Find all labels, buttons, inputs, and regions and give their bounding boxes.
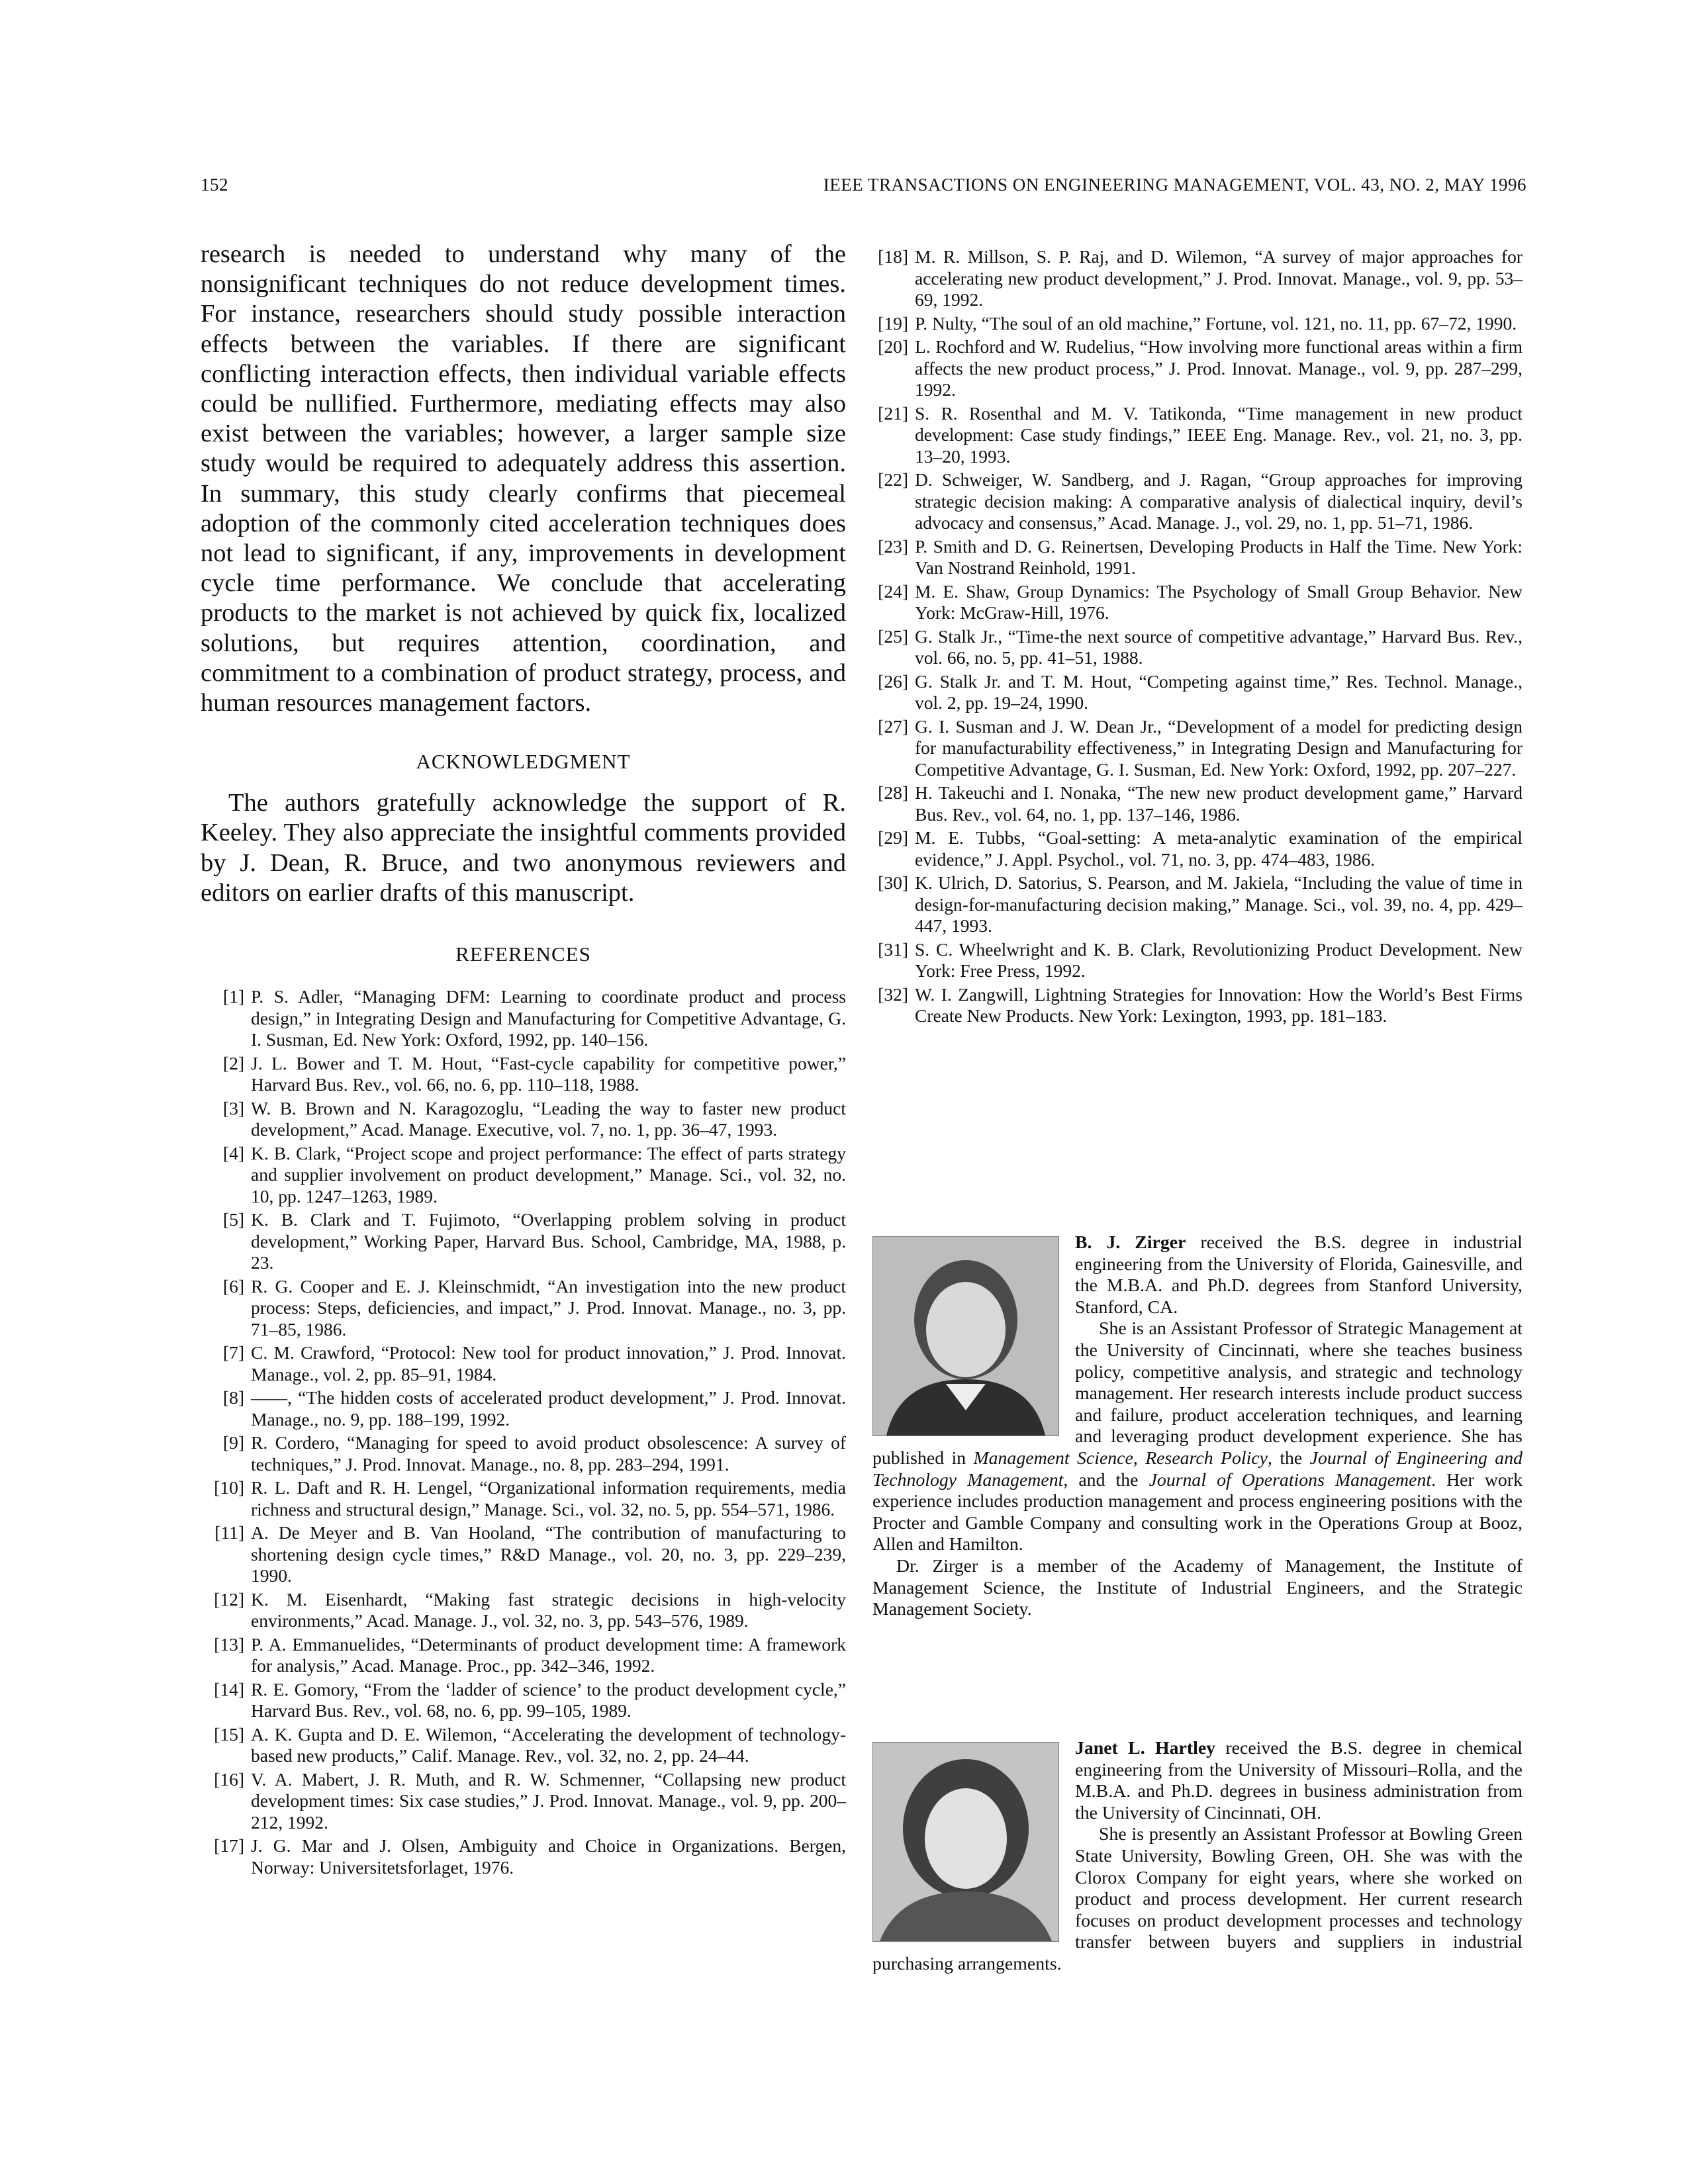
reference-item	[872, 782, 1523, 825]
reference-number: [32]	[878, 983, 908, 1005]
reference-number: [29]	[878, 827, 908, 848]
reference-number: [24]	[878, 580, 908, 602]
reference-text: R. G. Cooper and E. J. Kleinschmidt, “An investigation into the new product process: Steps, deficiencies, and impact,” J. Prod. Innovat. Manage., no. 3, pp. 71–85, 1986.	[251, 1275, 846, 1340]
reference-text: G. Stalk Jr., “Time-the next source of competitive advantage,” Harvard Bus. Rev., vol. 66, no. 5, pp. 41–51, 1988.	[915, 625, 1523, 668]
bio-zirger-p2b: . Her work experience includes production management and process engineering positions with the Procter and Gamble Company and consulting work in the Operations Group at Booz, Allen and Hamilton.	[872, 1469, 1523, 1555]
reference-text: S. R. Rosenthal and M. V. Tatikonda, “Time management in new product development: Case study findings,” IEEE Eng. Manage. Rev., vol. 21, no. 3, pp. 13–20, 1993.	[915, 402, 1523, 467]
journal-rp: Research Policy	[1145, 1447, 1268, 1469]
reference-text: W. B. Brown and N. Karagozoglu, “Leading the way to faster new product development,” Acad. Manage. Executive, vol. 7, no. 1, pp. 36–47, 1993.	[251, 1097, 846, 1140]
reference-text: A. K. Gupta and D. E. Wilemon, “Accelerating the development of technology-based new products,” Calif. Manage. Rev., vol. 32, no. 2, pp. 24–44.	[251, 1723, 846, 1766]
reference-text: A. De Meyer and B. Van Hooland, “The contribution of manufacturing to shortening design cycle times,” R&D Manage., vol. 20, no. 3, pp. 229–239, 1990.	[251, 1522, 846, 1586]
reference-item	[872, 626, 1523, 669]
reference-number: [10]	[214, 1477, 244, 1498]
reference-item	[201, 1679, 846, 1722]
reference-item	[201, 1724, 846, 1767]
reference-item	[872, 984, 1523, 1027]
reference-number: [2]	[222, 1052, 244, 1073]
reference-text: P. Nulty, “The soul of an old machine,” Fortune, vol. 121, no. 11, pp. 67–72, 1990.	[915, 312, 1517, 334]
reference-number: [16]	[214, 1768, 244, 1790]
reference-item	[201, 1387, 846, 1430]
reference-number: [6]	[222, 1275, 244, 1297]
sep1: ,	[1133, 1447, 1146, 1469]
reference-item	[201, 1098, 846, 1141]
page-number: 152	[201, 175, 228, 195]
reference-number: [23]	[878, 535, 908, 557]
reference-text: K. B. Clark and T. Fujimoto, “Overlapping problem solving in product development,” Working Paper, Harvard Bus. School, Cambridge, MA, 1988, p. 23.	[251, 1209, 846, 1273]
reference-text: K. M. Eisenhardt, “Making fast strategic decisions in high-velocity environments,” Acad. Manage. J., vol. 32, no. 3, pp. 543–576, 1989.	[251, 1588, 846, 1631]
reference-text: W. I. Zangwill, Lightning Strategies for Innovation: How the World’s Best Firms Create New Products. New York: Lexington, 1993, pp. 181–183.	[915, 983, 1523, 1026]
reference-item	[872, 536, 1523, 579]
reference-item	[872, 313, 1523, 335]
reference-number: [25]	[878, 625, 908, 647]
reference-item	[872, 939, 1523, 982]
reference-number: [9]	[222, 1432, 244, 1453]
reference-item	[201, 1143, 846, 1208]
left-column	[201, 240, 846, 1880]
portrait-icon	[873, 1743, 1058, 1941]
reference-text: K. B. Clark, “Project scope and project performance: The effect of parts strategy and supplier involvement on product development,” Manage. Sci., vol. 32, no. 10, pp. 1247–1263, 1989.	[251, 1142, 846, 1206]
author-bio-zirger	[872, 1232, 1523, 1621]
reference-item	[872, 336, 1523, 401]
reference-number: [28]	[878, 782, 908, 803]
reference-item	[201, 1276, 846, 1341]
bio-zirger-p3: Dr. Zirger is a member of the Academy of Management, the Institute of Management Science, the Institute of Industrial Engineers, and the Strategic Management Society.	[872, 1555, 1523, 1620]
reference-text: L. Rochford and W. Rudelius, “How involving more functional areas within a firm affects the new product process,” J. Prod. Innovat. Manage., vol. 9, pp. 287–299, 1992.	[915, 336, 1523, 400]
acknowledgment-text: The authors gratefully acknowledge the support of R. Keeley. They also appreciate the insightful comments provided by J. Dean, R. Bruce, and two anonymous reviewers and editors on earlier drafts of this manuscript.	[201, 789, 846, 907]
reference-text: V. A. Mabert, J. R. Muth, and R. W. Schmenner, “Collapsing new product development times: Six case studies,” J. Prod. Innovat. Manage., vol. 9, pp. 200–212, 1992.	[251, 1768, 846, 1833]
sep3: , and the	[1063, 1469, 1149, 1490]
reference-item	[872, 671, 1523, 714]
author-photo-zirger	[872, 1236, 1059, 1436]
reference-text: S. C. Wheelwright and K. B. Clark, Revolutionizing Product Development. New York: Free Press, 1992.	[915, 938, 1523, 981]
reference-number: [17]	[214, 1835, 244, 1856]
reference-number: [19]	[878, 312, 908, 334]
reference-item	[201, 1634, 846, 1677]
reference-text: G. I. Susman and J. W. Dean Jr., “Development of a model for predicting design for manufacturability effectiveness,” in Integrating Design and Manufacturing for Competitive Advantage, G. I. Susman, Ed. New York: Oxford, 1992, pp. 207–227.	[915, 715, 1523, 780]
reference-text: J. L. Bower and T. M. Hout, “Fast-cycle capability for competitive power,” Harvard Bus. Rev., vol. 66, no. 6, pp. 110–118, 1988.	[251, 1052, 846, 1095]
right-column	[872, 246, 1523, 1029]
reference-item	[872, 581, 1523, 624]
reference-item	[872, 246, 1523, 311]
reference-text: R. Cordero, “Managing for speed to avoid product obsolescence: A survey of techniques,” J. Prod. Innovat. Manage., no. 8, pp. 283–294, 1991.	[251, 1432, 846, 1475]
reference-number: [21]	[878, 402, 908, 424]
reference-text: K. Ulrich, D. Satorius, S. Pearson, and M. Jakiela, “Including the value of time in design-for-manufacturing decision making,” Manage. Sci., vol. 39, no. 4, pp. 429–447, 1993.	[915, 872, 1523, 936]
reference-text: M. E. Tubbs, “Goal-setting: A meta-analytic examination of the empirical evidence,” J. Appl. Psychol., vol. 71, no. 3, pp. 474–483, 1986.	[915, 827, 1523, 870]
reference-item	[201, 1522, 846, 1587]
reference-number: [4]	[222, 1142, 244, 1163]
reference-text: R. E. Gomory, “From the ‘ladder of science’ to the product development cycle,” Harvard Bus. Rev., vol. 68, no. 6, pp. 99–105, 1989.	[251, 1678, 846, 1721]
reference-text: H. Takeuchi and I. Nonaka, “The new new product development game,” Harvard Bus. Rev., vol. 64, no. 1, pp. 137–146, 1986.	[915, 782, 1523, 825]
reference-number: [1]	[222, 986, 244, 1007]
reference-number: [26]	[878, 670, 908, 692]
reference-text: R. L. Daft and R. H. Lengel, “Organizational information requirements, media richness and structural design,” Manage. Sci., vol. 32, no. 5, pp. 554–571, 1986.	[251, 1477, 846, 1520]
reference-list-left	[201, 986, 846, 1878]
reference-text: P. S. Adler, “Managing DFM: Learning to coordinate product and process design,” in Integrating Design and Manufacturing for Competitive Advantage, G. I. Susman, Ed. New York: Oxford, 1992, pp. 140–156.	[251, 986, 846, 1050]
journal-jom: Journal of Operations Management	[1149, 1469, 1432, 1490]
reference-text: D. Schweiger, W. Sandberg, and J. Ragan, “Group approaches for improving strategic decision making: A comparative analysis of dialectical inquiry, devil’s advocacy and consensus,” Acad. Manage. J., vol. 29, no. 1, pp. 51–71, 1986.	[915, 469, 1523, 533]
reference-number: [22]	[878, 469, 908, 490]
bio-zirger-p2a: She is an Assistant Professor of Strategic Management at the University of Cincinnati, where she teaches business policy, competitive analysis, and strategic and technology management. Her research interests include product success and failure, product acceleration techniques, and learning and leveraging product development experience. She has published in	[872, 1318, 1523, 1469]
reference-item	[201, 1769, 846, 1834]
references-heading: REFERENCES	[455, 942, 591, 966]
bio-hartley-p1: received the B.S. degree in chemical engineering from the University of Missouri–Rolla, and the M.B.A. and Ph.D. degrees in business administration from the University of Cincinnati, OH.	[1075, 1738, 1523, 1823]
reference-text: P. Smith and D. G. Reinertsen, Developing Products in Half the Time. New York: Van Nostrand Reinhold, 1991.	[915, 535, 1523, 578]
reference-item	[201, 1209, 846, 1274]
reference-item	[201, 1432, 846, 1475]
reference-number: [12]	[214, 1588, 244, 1610]
reference-number: [11]	[214, 1522, 244, 1543]
reference-item	[872, 403, 1523, 468]
running-header: IEEE TRANSACTIONS ON ENGINEERING MANAGEMENT, VOL. 43, NO. 2, MAY 1996	[823, 175, 1526, 195]
reference-text: M. R. Millson, S. P. Raj, and D. Wilemon, “A survey of major approaches for accelerating new product development,” J. Prod. Innovat. Manage., vol. 9, pp. 53–69, 1992.	[915, 246, 1523, 310]
reference-text: J. G. Mar and J. Olsen, Ambiguity and Choice in Organizations. Bergen, Norway: Universitetsforlaget, 1976.	[251, 1835, 846, 1878]
reference-item	[201, 1589, 846, 1632]
reference-text: C. M. Crawford, “Protocol: New tool for product innovation,” J. Prod. Innovat. Manage., vol. 2, pp. 85–91, 1984.	[251, 1342, 846, 1385]
reference-number: [14]	[214, 1678, 244, 1700]
reference-text: P. A. Emmanuelides, “Determinants of product development time: A framework for analysis,” Acad. Manage. Proc., pp. 342–346, 1992.	[251, 1633, 846, 1676]
reference-number: [30]	[878, 872, 908, 893]
reference-item	[872, 827, 1523, 870]
author-bio-hartley	[872, 1738, 1523, 1976]
bio-name-hartley: Janet L. Hartley	[1075, 1738, 1216, 1758]
reference-number: [20]	[878, 336, 908, 357]
portrait-icon	[873, 1237, 1058, 1435]
reference-list-right	[872, 246, 1523, 1027]
reference-number: [13]	[214, 1633, 244, 1655]
reference-item	[872, 469, 1523, 534]
reference-text: ——, “The hidden costs of accelerated product development,” J. Prod. Innovat. Manage., no. 9, pp. 188–199, 1992.	[251, 1387, 846, 1430]
reference-item	[201, 986, 846, 1051]
reference-item	[201, 1477, 846, 1520]
reference-item	[201, 1053, 846, 1096]
journal-jetm: Journal of Engineering and Technology Management	[872, 1447, 1523, 1490]
reference-text: M. E. Shaw, Group Dynamics: The Psychology of Small Group Behavior. New York: McGraw-Hill, 1976.	[915, 580, 1523, 623]
reference-number: [15]	[214, 1723, 244, 1745]
journal-ms: Management Science	[973, 1447, 1133, 1469]
reference-item	[872, 872, 1523, 937]
reference-item	[872, 716, 1523, 781]
reference-number: [31]	[878, 938, 908, 960]
bio-name-zirger: B. J. Zirger	[1075, 1232, 1186, 1253]
reference-number: [5]	[222, 1209, 244, 1230]
reference-item	[201, 1835, 846, 1878]
reference-number: [3]	[222, 1097, 244, 1118]
acknowledgment-heading: ACKNOWLEDGMENT	[416, 750, 631, 774]
reference-number: [8]	[222, 1387, 244, 1408]
sep2: , the	[1267, 1447, 1310, 1469]
reference-number: [18]	[878, 246, 908, 267]
author-photo-hartley	[872, 1742, 1059, 1942]
conclusion-paragraph: research is needed to understand why many of the nonsignificant techniques do not reduce development times. For instance, researchers should study possible interaction effects between the variables. If there are significant conflicting interaction effects, then individual variable effects could be nullified. Furthermore, mediating effects may also exist between the variables; however, a larger sample size study would be required to adequately address this assertion. In summary, this study clearly confirms that piecemeal adoption of the commonly cited acceleration techniques does not lead to significant, if any, improvements in development cycle time performance. We conclude that accelerating products to the market is not achieved by quick fix, localized solutions, but requires attention, coordination, and commitment to a combination of product strategy, process, and human resources management factors.	[201, 240, 846, 717]
reference-text: G. Stalk Jr. and T. M. Hout, “Competing against time,” Res. Technol. Manage., vol. 2, pp. 19–24, 1990.	[915, 670, 1523, 713]
reference-item	[201, 1342, 846, 1385]
reference-number: [27]	[878, 715, 908, 737]
bio-hartley-p2: She is presently an Assistant Professor at Bowling Green State University, Bowling Green, OH. She was with the Clorox Company for eight years, where she worked on product and process development. Her current research focuses on product development processes and technology transfer between buyers and suppliers in industrial purchasing arrangements.	[872, 1824, 1523, 1974]
bio-zirger-p1: received the B.S. degree in industrial engineering from the University of Florida, Gainesville, and the M.B.A. and Ph.D. degrees from Stanford University, Stanford, CA.	[1075, 1232, 1523, 1318]
reference-number: [7]	[222, 1342, 244, 1363]
